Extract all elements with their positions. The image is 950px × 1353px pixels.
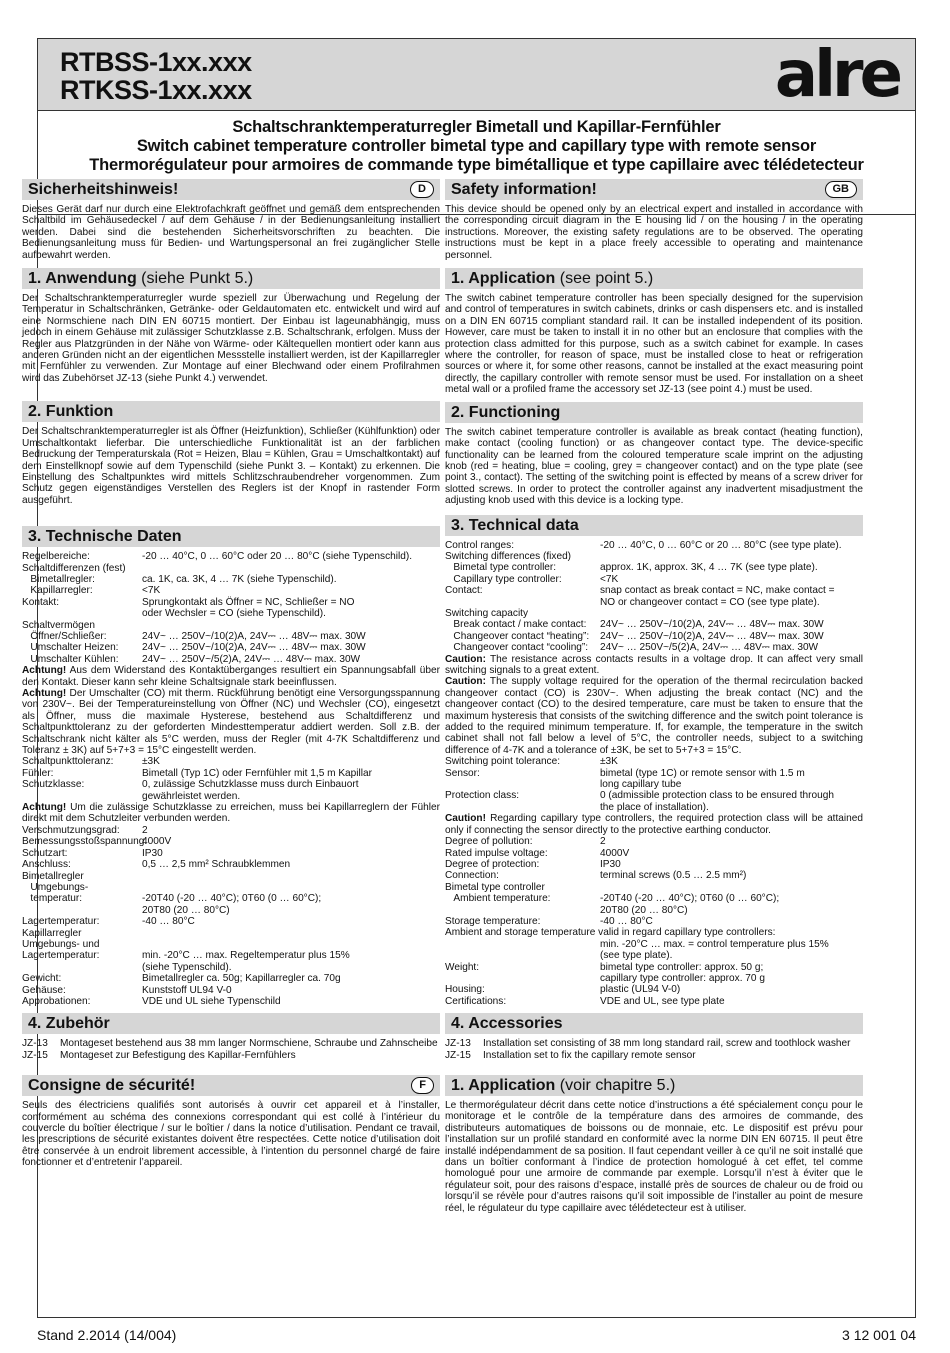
model-title-2: RTKSS-1xx.xxx [60, 75, 252, 105]
section-header-functioning-en [445, 402, 863, 423]
section-title: 1. Anwendung [28, 270, 137, 288]
row-value: Montageset bestehend aus 38 mm langer Normschiene, Schraube und Zahnscheibe [60, 1038, 438, 1050]
row-value: (see type plate). [600, 950, 673, 962]
row-label: Changeover contact “heating”: [445, 630, 590, 642]
row-value: plastic (UL94 V-0) [600, 984, 681, 996]
row-label: Control ranges: [445, 539, 515, 551]
row-value: 0 (admissible protection class to be ensured through [600, 790, 834, 802]
section-title: 3. Technische Daten [28, 528, 182, 546]
row-label: JZ-13 [445, 1038, 471, 1050]
column-english [445, 179, 863, 1214]
row-label: Schaltdifferenzen (fest) [22, 562, 126, 574]
section-header-application-en [445, 268, 863, 289]
row-label: JZ-13 [22, 1038, 48, 1050]
row-value: -20T40 (-20 … 40°C); 0T60 (0 … 60°C); [142, 893, 322, 905]
row-label: Umschalter Heizen: [22, 642, 119, 654]
note-en-3: Caution! Regarding capillary type controllers, the required protection class will be attained only if connecting the sensor directly to the protective earthing conductor. [445, 813, 863, 836]
row-label: Changeover contact “cooling”: [445, 642, 589, 654]
row-value: VDE und UL siehe Typenschild [142, 995, 281, 1007]
row-label: JZ-15 [445, 1049, 471, 1061]
row-label: Housing: [445, 984, 485, 996]
row-value: -20 … 40°C, 0 … 60°C or 20 … 80°C (see type plate). [600, 539, 842, 551]
section-header-safety-en [445, 179, 863, 200]
note-de-3: Achtung! Um die zulässige Schutzklasse zu erreichen, muss bei Kapillarreglern der Fühler direkt mit dem Schutzleiter verbunden werden. [22, 802, 440, 825]
row-value: Kunststoff UL94 V-0 [142, 984, 232, 996]
row-value: oder Wechsler = CO (siehe Typenschild). [142, 608, 326, 620]
safety-text-fr: Seuls des électriciens qualifiés sont autorisés à ouvrir cet appareil et à l’installer, conformément au schéma des connexions correspondant qui est collé à l’intérieur du couvercle du boîtier électrique / sur le boîtier / dans la notice d’utilisation. Pendant ce travail, les prescriptions de sécurité existantes doivent être respectées. Cette notice d’utilisation doit être conservée à un endroit librement accessible, à l’intention du personnel chargé de faire fonctionner et d’entretenir l’appareil. [22, 1100, 440, 1169]
safety-text-en: This device should be opened only by an electrical expert and installed in accordance with the corresponding circuit diagram in the E housing lid / on the housing / in the operating instructions. Moreover, the existing safety regulations are to be observed. The operating instructions must be kept in a place freely accessible to operating and maintenance personnel. [445, 204, 863, 261]
row-label: Bimetal type controller: [445, 562, 557, 574]
note-lead: Caution: [445, 653, 486, 665]
section-suffix: (voir chapitre 5.) [555, 1077, 676, 1094]
row-label: Anschluss: [22, 859, 71, 871]
section-title: 4. Accessories [451, 1015, 563, 1033]
row-value: Installation set to fix the capillary remote sensor [483, 1049, 696, 1061]
row-label: Rated impulse voltage: [445, 847, 548, 859]
row-label: temperatur: [22, 893, 83, 905]
row-label [445, 905, 600, 916]
row-label: Switching differences (fixed) [445, 550, 572, 562]
row-label: Lagertemperatur: [22, 950, 100, 962]
row-value: Bimetallregler ca. 50g; Kapillarregler ca. 70g [142, 973, 341, 985]
row-value: 24V~ … 250V~/10(2)A, 24V⎓ … 48V⎓ max. 30W [142, 642, 366, 654]
row-label: Approbationen: [22, 995, 91, 1007]
row-value: <7K [600, 573, 619, 585]
section-header-tech-de [22, 526, 440, 547]
row-label: Schaltpunkttoleranz: [22, 756, 114, 768]
section-title: 4. Zubehör [28, 1015, 110, 1033]
row-label [22, 962, 142, 973]
accessories-list-en [445, 1038, 863, 1061]
row-value [600, 882, 863, 893]
row-value: 24V~ … 250V~/10(2)A, 24V⎓ … 48V⎓ max. 30W [600, 619, 824, 631]
row-value: -20T40 (-20 … 40°C); 0T60 (0 … 60°C); [600, 893, 780, 905]
language-badge-gb: GB [825, 181, 858, 198]
row-label: Switching capacity [445, 607, 529, 619]
row-label: Bimetallregler [22, 870, 84, 882]
section-suffix: (siehe Punkt 5.) [136, 270, 254, 288]
row-label: Umgebungs- [22, 881, 89, 893]
row-label: Bemessungsstoßspannung: [22, 836, 148, 848]
row-value: 20T80 (20 … 80°C) [600, 904, 688, 916]
row-label: Fühler: [22, 767, 54, 779]
section-title: 2. Functioning [451, 403, 561, 421]
row-value [142, 882, 440, 893]
title-fr: Thermorégulateur pour armoires de commande type bimétallique et type capillaire avec télédetecteur [89, 156, 864, 174]
row-value [142, 939, 440, 950]
note-lead: Achtung! [22, 665, 67, 677]
section-title: 1. Application [451, 270, 556, 288]
row-label: Verschmutzungsgrad: [22, 824, 120, 836]
row-label: Kapillarregler [22, 927, 82, 939]
section-header-safety-de [22, 179, 440, 200]
tech-table-en-2 [445, 756, 863, 813]
row-value [142, 871, 440, 882]
row-value: <7K [142, 585, 161, 597]
row-label: Degree of pollution: [445, 836, 533, 848]
row-value: ±3K [142, 756, 160, 768]
accessories-list-de [22, 1038, 440, 1061]
row-value [142, 563, 440, 574]
note-de-1: Achtung! Aus dem Widerstand des Kontaktüberganges resultiert ein Spannungsabfall über den Kontakt. Dieser kann sehr kleine Schaltsignale stark beeinflussen. [22, 665, 440, 688]
row-label: Gewicht: [22, 973, 62, 985]
tech-table-de-2 [22, 756, 440, 802]
application-text-en: The switch cabinet temperature controller has been specially designed for the supervision and control of temperatures in switch cabinets, drinks or cash dispensers etc. and is installed on a DIN EN 60715 compliant standard rail. It can be installed independent of its position. However, care must be taken to install it in no other but an enclosure that complies with the protection class admitted for this purpose, such as a switch cabinet for example. In cases where the controller, for reason of space, must be installed close to heat or refrigeration sources or where it, for some other reasons, cannot be installed at the exact measuring point directly, the capillary controller with remote sensor must be used. For installation on a sheet metal wall or a profiled frame the accessory set JZ-13 (see point 4.) must be used. [445, 293, 863, 396]
row-value: min. -20°C … max. = control temperature plus 15% [600, 938, 829, 950]
footer-doc-number: 3 12 001 04 [842, 1327, 916, 1343]
row-label: Schutzart: [22, 847, 68, 859]
row-label: Storage temperature: [445, 915, 541, 927]
section-header-application-de [22, 268, 440, 289]
row-value: approx. 1K, approx. 3K, 4 … 7K (see type plate). [600, 562, 818, 574]
row-label [445, 597, 600, 608]
row-value: Installation set consisting of 38 mm long standard rail, screw and toothlock washer [483, 1038, 851, 1050]
row-value: Bimetall (Typ 1C) oder Fernfühler mit 1,5 m Kapillar [142, 767, 372, 779]
row-value: 2 [142, 824, 148, 836]
row-value: (siehe Typenschild). [142, 961, 232, 973]
section-title: 3. Technical data [451, 516, 579, 534]
row-label: Öffner/Schließer: [22, 630, 107, 642]
row-value: 4000V [600, 847, 630, 859]
row-label: Capillary type controller: [445, 573, 562, 585]
row-value [142, 620, 440, 631]
section-header-function-de [22, 401, 440, 422]
row-label [22, 905, 142, 916]
section-title: Safety information! [451, 181, 597, 198]
tech-table-de [22, 551, 440, 665]
note-lead: Achtung! [22, 688, 67, 699]
row-label: Kapillarregler: [22, 585, 93, 597]
row-label: Regelbereiche: [22, 551, 90, 563]
row-label [445, 973, 600, 984]
title-en: Switch cabinet temperature controller bimetal type and capillary type with remote sensor [136, 137, 817, 155]
row-label [445, 802, 600, 813]
note-en-2: Caution: The supply voltage required for the operation of the thermal recirculation backed changeover contact (CO) is 230V~. When adjusting the break contact (NC) and the changeover contact (CO) to the desired temperature, care must be taken to ensure that the maximum hysteresis that consists of the switching difference and the switch point tolerance is added to the required minimum temperature. If, for example, the temperature in the switch cabinet shall not fall below a level of 5°C, the controller needs, subject to a switching difference of 4-7K and a tolerance of ±3K, be set to 5+7+3 = 15°C. [445, 676, 863, 756]
section-title: Sicherheitshinweis! [28, 181, 179, 198]
row-label: Kontakt: [22, 596, 60, 608]
row-label [445, 939, 600, 950]
section-title: Consigne de sécurité! [28, 1077, 196, 1095]
note-en-4: Ambient and storage temperature valid in regard capillary type controllers: [445, 927, 776, 939]
row-label: Degree of protection: [445, 858, 540, 870]
row-label: Weight: [445, 961, 480, 973]
row-label: Lagertemperatur: [22, 916, 100, 928]
section-title: 1. Application [451, 1077, 556, 1094]
row-value: ca. 1K, ca. 3K, 4 … 7K (siehe Typenschild). [142, 573, 337, 585]
tech-table-en [445, 540, 863, 654]
section-header-accessories-de [22, 1013, 440, 1034]
row-value: 2 [600, 836, 606, 848]
row-value: 24V~ … 250V~/10(2)A, 24V⎓ … 48V⎓ max. 30W [142, 630, 366, 642]
row-label: Sensor: [445, 767, 480, 779]
section-header-accessories-en [445, 1013, 863, 1034]
section-header-application-fr [445, 1075, 863, 1096]
row-label: Protection class: [445, 790, 520, 802]
note-lead: Caution! [445, 813, 486, 825]
function-text-de: Der Schaltschranktemperaturregler ist als Öffner (Heizfunktion), Schließer (Kühlfunktion) oder Umschaltkontakt lieferbar. Die unterschiedliche Funktionalität ist an der farblichen Bedruckung der Temperaturskala (Rot = Heizen, Blau = Kühlen, Grau = Umschaltkontakt) auf dem Einstellknopf sowie auf dem Typenschild (siehe Punkt 3. – Kontakt) zu erkennen. Die Einstellung des Schaltpunktes wird mittels Schlitzschraubendreher vorgenommen. Zum Schutz gegen eigenständiges Verstellen des Reglers ist der Knopf in rastender Form ausgeführt. [22, 426, 440, 506]
row-label: Bimetallregler: [22, 573, 95, 585]
row-value: IP30 [142, 847, 163, 859]
section-header-tech-en [445, 515, 863, 536]
row-value [600, 551, 863, 562]
row-label [22, 608, 142, 619]
row-label: Connection: [445, 870, 499, 882]
language-badge-de: D [410, 181, 434, 198]
row-value: 4000V [142, 836, 172, 848]
row-value: 24V~ … 250V~/5(2)A, 24V⎓ … 48V⎓ max. 30W [142, 653, 361, 665]
row-value: Montageset zur Befestigung des Kapillar-Fernfühlers [60, 1049, 296, 1061]
row-label: JZ-15 [22, 1049, 48, 1061]
row-label: Ambient temperature: [445, 893, 551, 905]
row-label: Schaltvermögen [22, 619, 95, 631]
row-value: NO or changeover contact = CO (see type plate). [600, 596, 820, 608]
note-en-1: Caution: The resistance across contacts results in a voltage drop. It can affect very small switching signals to a great extent. [445, 653, 863, 676]
note-lead: Caution: [445, 676, 486, 688]
row-value: VDE and UL, see type plate [600, 995, 725, 1007]
row-value: -40 … 80°C [600, 915, 653, 927]
title-de: Schaltschranktemperaturregler Bimetall und Kapillar-Fernfühler [232, 118, 721, 136]
row-value: terminal screws (0.5 … 2.5 mm²) [600, 870, 747, 882]
row-label: Umschalter Kühlen: [22, 653, 119, 665]
tech-table-en-4 [445, 939, 863, 1007]
row-value: bimetal (type 1C) or remote sensor with 1.5 m [600, 767, 805, 779]
row-value: -20 … 40°C, 0 … 60°C oder 20 … 80°C (siehe Typenschild). [142, 551, 413, 563]
note-lead: Achtung! [22, 802, 67, 814]
row-label [445, 950, 600, 961]
row-value: -40 … 80°C [142, 916, 195, 928]
row-label: Contact: [445, 585, 483, 597]
row-label: Umgebungs- und [22, 938, 100, 950]
row-value: long capillary tube [600, 779, 682, 791]
row-value: IP30 [600, 858, 621, 870]
function-text-en: The switch cabinet temperature controller is available as break contact (heating function), make contact (cooling function) or as changeover contact type. The device-specific functionality can be learned from the coloured temperature scale imprint on the adjusting knob (red = heating, blue = cooling, grey = changeover contact) and on the type plate (see point 3., contact). The setting of the switching point is effected by means of a screw driver for slotted screws. In order to protect the controller against any inadvertent misadjustment the adjusting knob used with this device is a locking type. [445, 426, 863, 507]
section-title: 2. Funktion [28, 403, 114, 421]
row-value: 0,5 … 2,5 mm² Schraubklemmen [142, 859, 291, 871]
row-label: Switching point tolerance: [445, 756, 561, 768]
row-value: 20T80 (20 … 80°C) [142, 904, 230, 916]
section-suffix: (see point 5.) [555, 270, 654, 288]
row-value: the place of installation). [600, 801, 709, 813]
tech-table-en-3 [445, 836, 863, 927]
header [38, 39, 915, 111]
row-value: min. -20°C … max. Regeltemperatur plus 15% [142, 950, 350, 962]
row-label: Gehäuse: [22, 984, 66, 996]
row-value [600, 608, 863, 619]
column-german [22, 179, 440, 1169]
row-label: Certifications: [445, 995, 507, 1007]
row-value: bimetal type controller: approx. 50 g; [600, 961, 764, 973]
row-value: gewährleistet werden. [142, 790, 241, 802]
model-title-1: RTBSS-1xx.xxx [60, 47, 252, 77]
row-label: Schutzklasse: [22, 779, 85, 791]
row-value: 0, zulässige Schutzklasse muss durch Einbauort [142, 779, 359, 791]
row-label: Bimetal type controller [445, 881, 545, 893]
row-value: ±3K [600, 756, 618, 768]
language-badge-fr: F [411, 1077, 434, 1094]
row-value: Sprungkontakt als Öffner = NC, Schließer = NO [142, 596, 355, 608]
tech-table-de-3 [22, 825, 440, 1008]
row-value: 24V~ … 250V~/5(2)A, 24V⎓ … 48V⎓ max. 30W [600, 642, 819, 654]
note-de-2: Achtung! Der Umschalter (CO) mit therm. Rückführung benötigt eine Versorgungsspannung von 230V~. Bei der Temperatureinstellung von Öffner (NC) und Wechsler (CO), eingesetzt als Öffner, muss die maximale Hysterese, bestehend aus Schaltdifferenz und Schaltpunkttoleranz zu der geforderten Mindesttemperatur addiert werden. Soll z.B. der Schaltschrank nicht kälter als 5°C werden, muss der Regler (mit 4-7K Schaltdifferenz und Toleranz ± 3K) auf 5+7+3 = 15°C eingestellt werden. [22, 688, 440, 757]
section-header-safety-fr [22, 1075, 440, 1096]
row-value: 24V~ … 250V~/10(2)A, 24V⎓ … 48V⎓ max. 30W [600, 630, 824, 642]
application-text-de: Der Schaltschranktemperaturregler wurde speziell zur Überwachung und Regelung der Temperatur in Schaltschränken, Getränke- oder Geldautomaten etc. entwickelt und wird auf eine Normschiene nach DIN EN 60715 montiert. Der Einbau ist lageunabhängig, muss jedoch in einem Gehäuse mit zulässiger Schutzklasse z.B. Schaltschrank, erfolgen. Muss der Regler aus Platzgründen in der Nähe von Wärme- oder Kältequellen montiert oder kann aus anderen Gründen nicht an der eigentlichen Messstelle installiert werden, ist der Kapillarregler mit Fernfühler zu verwenden. Zur Montage auf einer Blechwand oder einem Profilrahmen wird das Zubehörset JZ-13 (siehe Punkt 4.) verwendet. [22, 293, 440, 384]
row-label [22, 791, 142, 802]
row-label [445, 779, 600, 790]
safety-text-de: Dieses Gerät darf nur durch eine Elektrofachkraft geöffnet und gemäß dem entsprechenden Schaltbild im Gehäusedeckel / auf dem Gehäuse / in der Bedienungsanleitung installiert werden. Dabei sind die bestehenden Sicherheitsvorschriften zu beachten. Die Bedienungsanleitung muss für Bedien- und Wartungspersonal an frei zugänglicher Stelle aufbewahrt werden. [22, 204, 440, 261]
footer-version: Stand 2.2014 (14/004) [37, 1327, 177, 1343]
row-label: Break contact / make contact: [445, 619, 587, 631]
alre-logo: alre [774, 38, 899, 112]
row-value: snap contact as break contact = NC, make contact = [600, 585, 835, 597]
row-value [142, 928, 440, 939]
application-text-fr: Le thermorégulateur décrit dans cette notice d’instructions a été spécialement conçu pour le monitorage et le contrôle de la température dans des armoires de commande, des distributeurs automatiques de boissons ou de monnaie, etc. Le dispositif est prévu pour l’installation sur un profilé standard en conformité avec la norme DIN EN 60715. Il peut être installé indépendamment de sa position. Il faut cependant veiller à ce qu’il ne soit installé que dans un boîtier conformant à l’indice de protection homologué à cet effet, tel comme homologué pour une armoire de commande par exemple. Lorsqu’il n’est à éviter que le régulateur soit, pour des raisons d’espace, installé près de sources de chaleur ou de froid ou lorsqu’il se révèle pour d’autres raisons qu’il soit impossible de l’installer au point de mesure réel, le régulateur du type capillaire avec télédetecteur est à utiliser. [445, 1100, 863, 1214]
row-value: capillary type controller: approx. 70 g [600, 972, 765, 984]
